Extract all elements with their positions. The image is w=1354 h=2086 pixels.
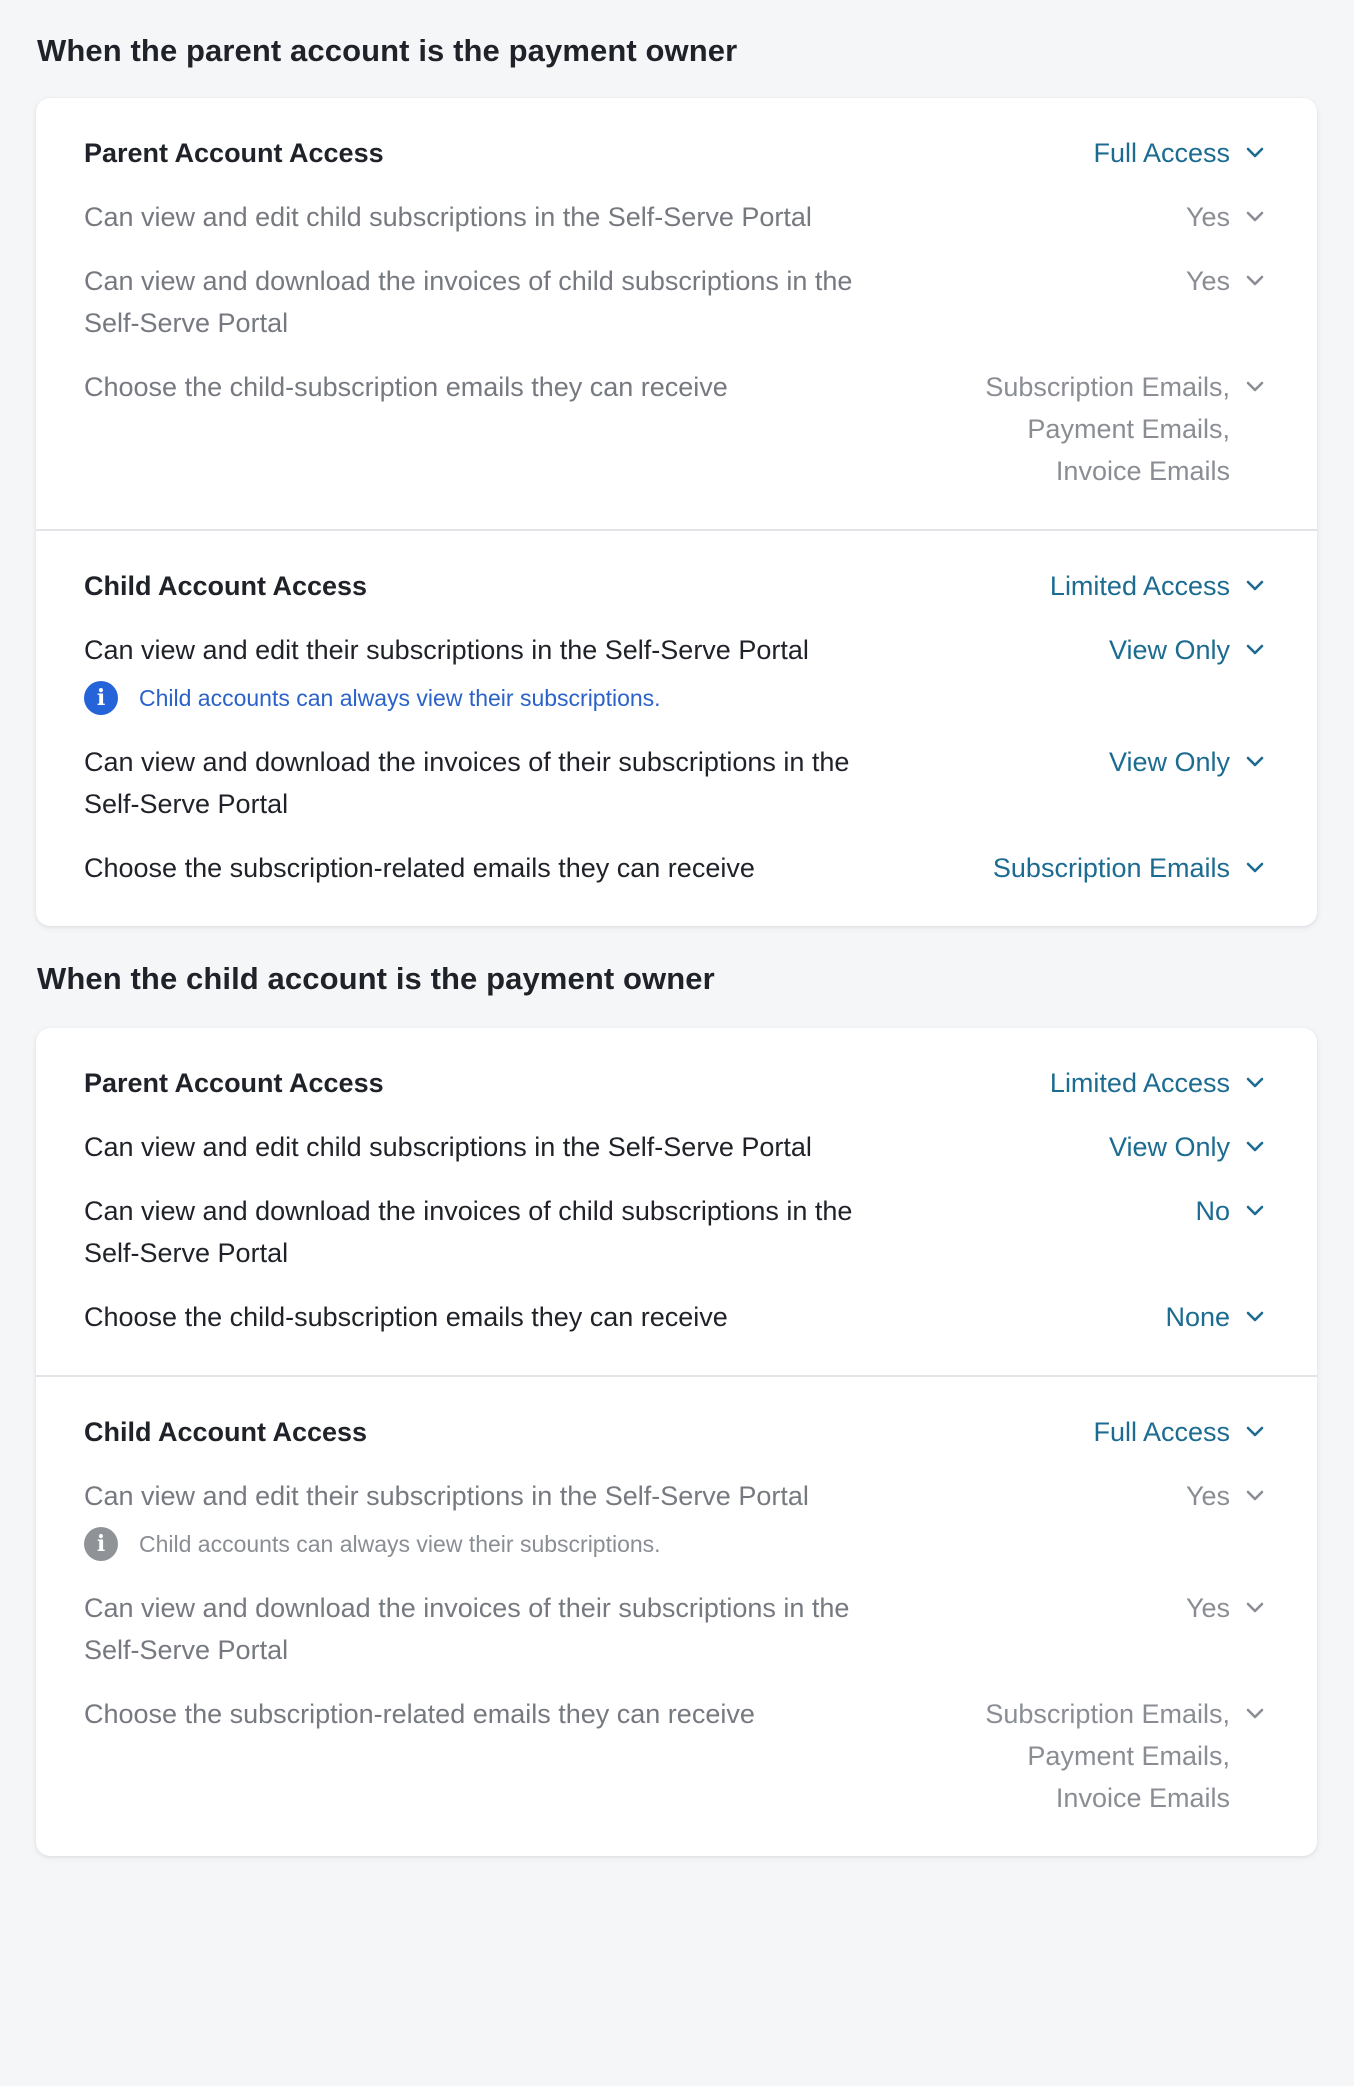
permission-row xyxy=(84,1475,1264,1561)
chevron-down-icon xyxy=(1246,366,1264,408)
group-header xyxy=(84,565,1264,607)
email-type-item: Subscription Emails, xyxy=(985,1699,1230,1729)
info-note xyxy=(84,1527,874,1561)
access-level-value: Full Access xyxy=(1093,138,1230,168)
chevron-down-icon xyxy=(1246,1296,1264,1338)
email-types-dropdown[interactable] xyxy=(1165,1296,1264,1338)
permission-dropdown[interactable] xyxy=(1186,260,1264,302)
permission-dropdown[interactable] xyxy=(1109,629,1264,671)
email-type-item: Payment Emails, xyxy=(1027,1741,1230,1771)
permission-value: No xyxy=(1195,1196,1230,1226)
info-note xyxy=(84,681,874,715)
permission-value: Yes xyxy=(1185,1481,1230,1511)
email-types-value xyxy=(985,1693,1230,1819)
chevron-down-icon xyxy=(1246,132,1264,174)
permission-label: Choose the child-subscription emails they can receive xyxy=(84,372,728,402)
group-header xyxy=(84,132,1264,174)
chevron-down-icon xyxy=(1246,1587,1264,1629)
permission-row xyxy=(84,629,1264,715)
access-level-value: Limited Access xyxy=(1049,1068,1230,1098)
email-types-dropdown[interactable] xyxy=(985,1693,1264,1819)
settings-card xyxy=(36,1028,1317,1856)
permission-row xyxy=(84,1126,1264,1168)
group-header-label: Parent Account Access xyxy=(84,1068,384,1098)
permission-label: Can view and edit child subscriptions in the Self-Serve Portal xyxy=(84,202,812,232)
permission-label-block xyxy=(84,1475,874,1561)
group-child-account-access xyxy=(36,529,1317,926)
group-header-label: Child Account Access xyxy=(84,571,368,601)
permission-value: View Only xyxy=(1108,635,1230,665)
section-title-parent-payment-owner: When the parent account is the payment owner xyxy=(37,33,738,68)
section-title-child-payment-owner: When the child account is the payment owner xyxy=(37,960,715,996)
group-parent-account-access xyxy=(36,98,1317,529)
chevron-down-icon xyxy=(1246,1475,1264,1517)
permission-dropdown[interactable] xyxy=(1109,1126,1264,1168)
permission-row xyxy=(84,1296,1264,1338)
chevron-down-icon xyxy=(1246,1062,1264,1104)
group-header xyxy=(84,1062,1264,1104)
access-level-value: Full Access xyxy=(1093,1417,1230,1447)
access-level-dropdown[interactable] xyxy=(1093,132,1264,174)
permission-dropdown[interactable] xyxy=(1109,741,1264,783)
access-level-value: Limited Access xyxy=(1049,571,1230,601)
info-note-text: Child accounts can always view their subscriptions. xyxy=(139,1530,661,1557)
email-type-item: Subscription Emails, xyxy=(985,372,1230,402)
email-type-item: Payment Emails, xyxy=(1027,414,1230,444)
permission-value: View Only xyxy=(1108,747,1230,777)
chevron-down-icon xyxy=(1246,629,1264,671)
email-types-value: Subscription Emails xyxy=(992,853,1230,883)
permission-row xyxy=(84,1693,1264,1819)
email-types-dropdown[interactable] xyxy=(993,847,1264,889)
chevron-down-icon xyxy=(1246,741,1264,783)
permission-label: Can view and edit their subscriptions in the Self-Serve Portal xyxy=(84,1481,809,1511)
permission-value: Yes xyxy=(1185,1593,1230,1623)
chevron-down-icon xyxy=(1246,1190,1264,1232)
permission-label: Choose the child-subscription emails they can receive xyxy=(84,1302,728,1332)
info-icon: i xyxy=(84,681,118,715)
group-header-label: Parent Account Access xyxy=(84,138,384,168)
permission-row xyxy=(84,1587,1264,1671)
permission-value: View Only xyxy=(1108,1132,1230,1162)
access-level-dropdown[interactable] xyxy=(1093,1411,1264,1453)
email-type-item: Invoice Emails xyxy=(1055,1783,1230,1813)
chevron-down-icon xyxy=(1246,1411,1264,1453)
permission-row xyxy=(84,847,1264,889)
permission-dropdown[interactable] xyxy=(1186,1587,1264,1629)
chevron-down-icon xyxy=(1246,1126,1264,1168)
permission-value: Yes xyxy=(1185,202,1230,232)
permission-dropdown[interactable] xyxy=(1186,1475,1264,1517)
permission-label: Choose the subscription-related emails they can receive xyxy=(84,1699,755,1729)
permission-label: Can view and download the invoices of child subscriptions in the Self-Serve Portal xyxy=(84,1196,853,1268)
permission-dropdown[interactable] xyxy=(1186,196,1264,238)
chevron-down-icon xyxy=(1246,196,1264,238)
settings-card xyxy=(36,98,1317,926)
permission-row xyxy=(84,260,1264,344)
email-types-dropdown[interactable] xyxy=(985,366,1264,492)
permission-label-block xyxy=(84,629,874,715)
chevron-down-icon xyxy=(1246,1693,1264,1735)
permission-row xyxy=(84,1190,1264,1274)
permission-label: Can view and edit their subscriptions in the Self-Serve Portal xyxy=(84,635,809,665)
access-level-dropdown[interactable] xyxy=(1050,565,1264,607)
info-note-text: Child accounts can always view their subscriptions. xyxy=(139,684,661,711)
permission-row xyxy=(84,196,1264,238)
permission-label: Choose the subscription-related emails they can receive xyxy=(84,853,755,883)
email-type-item: Invoice Emails xyxy=(1055,456,1230,486)
email-types-value xyxy=(985,366,1230,492)
chevron-down-icon xyxy=(1246,260,1264,302)
access-level-dropdown[interactable] xyxy=(1050,1062,1264,1104)
permission-label: Can view and download the invoices of child subscriptions in the Self-Serve Portal xyxy=(84,266,853,338)
group-header xyxy=(84,1411,1264,1453)
permission-label: Can view and download the invoices of their subscriptions in the Self-Serve Portal xyxy=(84,1593,850,1665)
group-parent-account-access xyxy=(36,1028,1317,1375)
permission-label: Can view and edit child subscriptions in the Self-Serve Portal xyxy=(84,1132,812,1162)
permission-dropdown[interactable] xyxy=(1195,1190,1264,1232)
permission-label: Can view and download the invoices of their subscriptions in the Self-Serve Portal xyxy=(84,747,850,819)
group-header-label: Child Account Access xyxy=(84,1417,368,1447)
permission-row xyxy=(84,366,1264,492)
permission-value: Yes xyxy=(1185,266,1230,296)
group-child-account-access xyxy=(36,1375,1317,1856)
chevron-down-icon xyxy=(1246,847,1264,889)
permission-row xyxy=(84,741,1264,825)
email-types-value: None xyxy=(1165,1302,1230,1332)
chevron-down-icon xyxy=(1246,565,1264,607)
info-icon: i xyxy=(84,1527,118,1561)
